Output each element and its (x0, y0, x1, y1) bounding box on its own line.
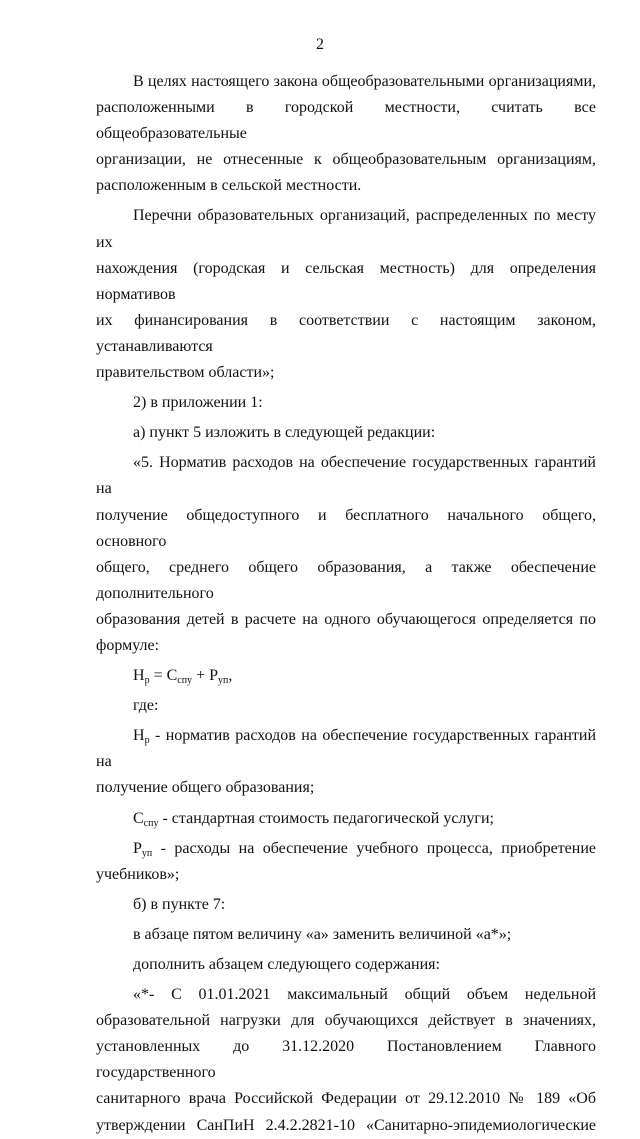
p9-line-3: установленных до 31.12.2020 Постановлением Главного государственного (96, 1038, 596, 1082)
document-body (96, 69, 596, 1139)
item-2-heading: 2) в приложении 1: (133, 394, 263, 412)
page-number: 2 (316, 36, 324, 53)
def1-line-2: получение общего образования; (96, 779, 315, 797)
def2-symbol-sub: спу (143, 817, 159, 829)
def3-symbol: Р (133, 839, 142, 857)
item-a-heading: а) пункт 5 изложить в следующей редакции: (133, 424, 436, 442)
def2-line (96, 806, 596, 832)
def3-line-1 (96, 836, 596, 862)
def1-line-1 (96, 723, 596, 775)
def1-symbol: Н (133, 727, 145, 745)
def1-symbol-sub: р (144, 735, 150, 747)
where-label: где: (133, 697, 159, 715)
p2-line-3: их финансирования в соответствии с настоящим законом, устанавливаются (96, 311, 596, 355)
p5-line-3: общего, среднего общего образования, а также обеспечение дополнительного (96, 558, 596, 602)
formula-r: Р (209, 667, 218, 685)
p5-line-1: «5. Норматив расходов на обеспечение государственных гарантий на (96, 454, 596, 498)
def3-line-2: учебников»; (96, 865, 180, 883)
p2-line-1: Перечни образовательных организаций, распределенных по месту их (96, 207, 596, 251)
def3-text: - расходы на обеспечение учебного процесса, приобретение (152, 839, 596, 857)
def1-text: - норматив расходов на обеспечение государственных гарантий на (96, 727, 596, 771)
def3-symbol-sub: уп (141, 847, 153, 859)
p1-line-2: расположенными в городской местности, считать все общеобразовательные (96, 99, 596, 143)
formula-h-sub: р (144, 675, 150, 687)
p9-line-1: «*- С 01.01.2021 максимальный общий объем недельной (133, 986, 596, 1004)
p2-line-2: нахождения (городская и сельская местность) для определения нормативов (96, 259, 596, 303)
p5-line-4: образования детей в расчете на одного обучающегося определяется по (96, 610, 596, 628)
formula-r-sub: уп (218, 675, 229, 687)
item-b-heading: б) в пункте 7: (133, 895, 226, 913)
p5-line-5: формуле: (96, 636, 160, 654)
p1-line-4: расположенным в сельской местности. (96, 177, 362, 195)
formula-eq: = (149, 667, 167, 685)
formula (96, 663, 596, 689)
p9-line-4: санитарного врача Российской Федерации от 29.12.2010 № 189 «Об (96, 1090, 596, 1108)
p2-line-4: правительством области»; (96, 364, 275, 382)
p1-line-1: В целях настоящего закона общеобразовательными организациями, (133, 73, 596, 90)
p9-line-2: образовательной нагрузки для обучающихся действует в значениях, (96, 1012, 596, 1030)
def2-text: - стандартная стоимость педагогической услуги; (158, 809, 494, 827)
def2-symbol: С (133, 809, 144, 827)
p9-line-5: утверждении СанПиН 2.4.2.2821-10 «Санитарно-эпидемиологические (96, 1116, 596, 1134)
formula-c-sub: спу (177, 675, 193, 687)
formula-end: , (228, 667, 233, 685)
p1-line-3: организации, не отнесенные к общеобразовательным организациям, (96, 151, 596, 169)
formula-plus: + (192, 667, 210, 685)
add-instruction: дополнить абзацем следующего содержания: (133, 956, 440, 973)
formula-h: Н (133, 667, 145, 685)
p5-line-2: получение общедоступного и бесплатного начального общего, основного (96, 506, 596, 550)
replace-instruction: в абзаце пятом величину «а» заменить величиной «а*»; (133, 925, 512, 943)
formula-c: С (166, 667, 178, 685)
